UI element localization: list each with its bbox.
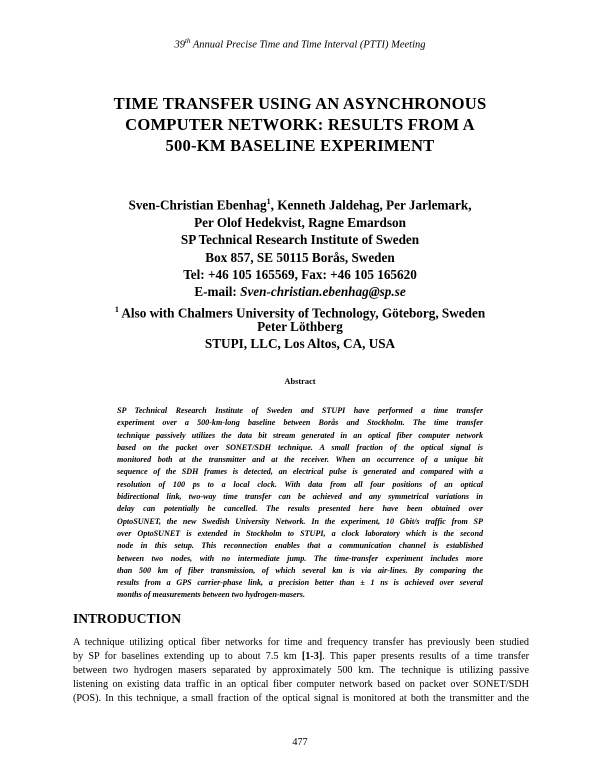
address: Box 857, SE 50115 Borås, Sweden (205, 249, 395, 265)
abstract-line: than 500 km of fiber transmission, of which several km is via air-lines. By comparing the (117, 565, 483, 575)
abstract-body (117, 405, 483, 602)
affiliation-marker: 1 (266, 197, 271, 206)
abstract-line: delay can potentially be cancelled. The results presented here have been obtained over (117, 504, 483, 514)
conference-ordinal-suffix: th (184, 37, 191, 45)
abstract-line: node in this setup. This reconnection enables that a communication channel is established (117, 541, 483, 551)
abstract-line: monitored both at the transmitter and at the receiver. When an occurrence of a unique bit (117, 455, 483, 465)
intro-line: between two hydrogen masers separated by approximately 500 km. The technique is utilizing passive (73, 665, 529, 676)
email-line (0, 283, 600, 300)
author-line-1 (0, 193, 600, 214)
author-line-2: Per Olof Hedekvist, Ragne Emardson (194, 214, 406, 230)
email-label: E-mail: (194, 284, 241, 300)
co-authors: , Kenneth Jaldehag, Per Jarlemark, (270, 197, 472, 213)
abstract-line: months of measurements between two hydrogen-masers. (117, 590, 305, 600)
abstract-heading: Abstract (284, 377, 316, 386)
citation-reference[interactable]: [1-3] (301, 651, 323, 662)
page-number: 477 (292, 737, 308, 748)
second-author-block (0, 318, 600, 353)
footnote-marker: 1 (114, 304, 119, 314)
title-line: TIME TRANSFER USING AN ASYNCHRONOUS (113, 94, 487, 113)
intro-line (73, 650, 529, 664)
introduction-heading: INTRODUCTION (73, 611, 182, 626)
conference-name: Annual Precise Time and Time Interval (PTTI) Meeting (190, 39, 426, 51)
email-address[interactable]: Sven-christian.ebenhag@sp.se (240, 284, 406, 300)
first-author: Sven-Christian Ebenhag (128, 197, 267, 213)
abstract-line: technique passively utilizes the data bit stream generated in an optical fiber computer network (117, 430, 483, 440)
abstract-line: results from a GPS carrier-phase link, a precision better than ± 1 ns is achieved over several (117, 578, 483, 588)
telephone-fax: Tel: +46 105 165569, Fax: +46 105 165620 (183, 267, 417, 283)
abstract-line: experiment over a 500-km-long baseline between Borås and Stockholm. The time transfer (117, 418, 483, 428)
intro-line-2-text: by SP for baselines extending up to about 7.5 km (73, 651, 302, 662)
title-line: COMPUTER NETWORK: RESULTS FROM A (125, 115, 475, 134)
abstract-line: sequence of the SDH frames is detected, an electrical pulse is generated and compared with a (117, 467, 483, 477)
abstract-line: based on the packet over SONET/SDH technique. A small fraction of the optical signal is (117, 442, 483, 452)
institution: SP Technical Research Institute of Sweden (180, 232, 420, 248)
footnote-text: Also with Chalmers University of Technology, Göteborg, Sweden (118, 305, 486, 321)
author-block (0, 193, 600, 322)
second-author-affiliation: STUPI, LLC, Los Altos, CA, USA (204, 336, 396, 352)
abstract-line: resolution of 100 ps to a local clock. With data from all four positions of an optical (117, 479, 483, 489)
abstract-line: between two nodes, with no intermediate jump. The time-transfer experiment includes more (117, 553, 483, 563)
second-author-name: Peter Löthberg (257, 319, 343, 334)
intro-line-2-rest: . This paper presents results of a time transfer (322, 651, 529, 662)
intro-line: (POS). In this technique, a small fraction of the optical signal is monitored at both the transmitter and the (73, 693, 529, 704)
abstract-line: bidirectional link, two-way time transfer can be achieved and any symmetrical variations in (117, 492, 483, 502)
abstract-line: over OptoSUNET is extended in Stockholm to STUPI, a clock laboratory which is the second (117, 528, 483, 538)
title-line: 500-KM BASELINE EXPERIMENT (165, 136, 435, 155)
running-header (0, 37, 600, 51)
intro-line: A technique utilizing optical fiber networks for time and frequency transfer has previously been studied (73, 637, 529, 648)
abstract-line: OptoSUNET, the new Swedish University Network. In the experiment, 10 Gbit/s traffic from SP (117, 516, 483, 526)
paper-title (0, 93, 600, 156)
introduction-body (73, 636, 529, 706)
intro-line: listening on existing data traffic in an optical fiber computer network based on packet over SONET/SDH (73, 679, 529, 690)
conference-ordinal: 39 (174, 39, 185, 51)
abstract-line: SP Technical Research Institute of Sweden and STUPI have performed a time transfer (117, 406, 483, 415)
